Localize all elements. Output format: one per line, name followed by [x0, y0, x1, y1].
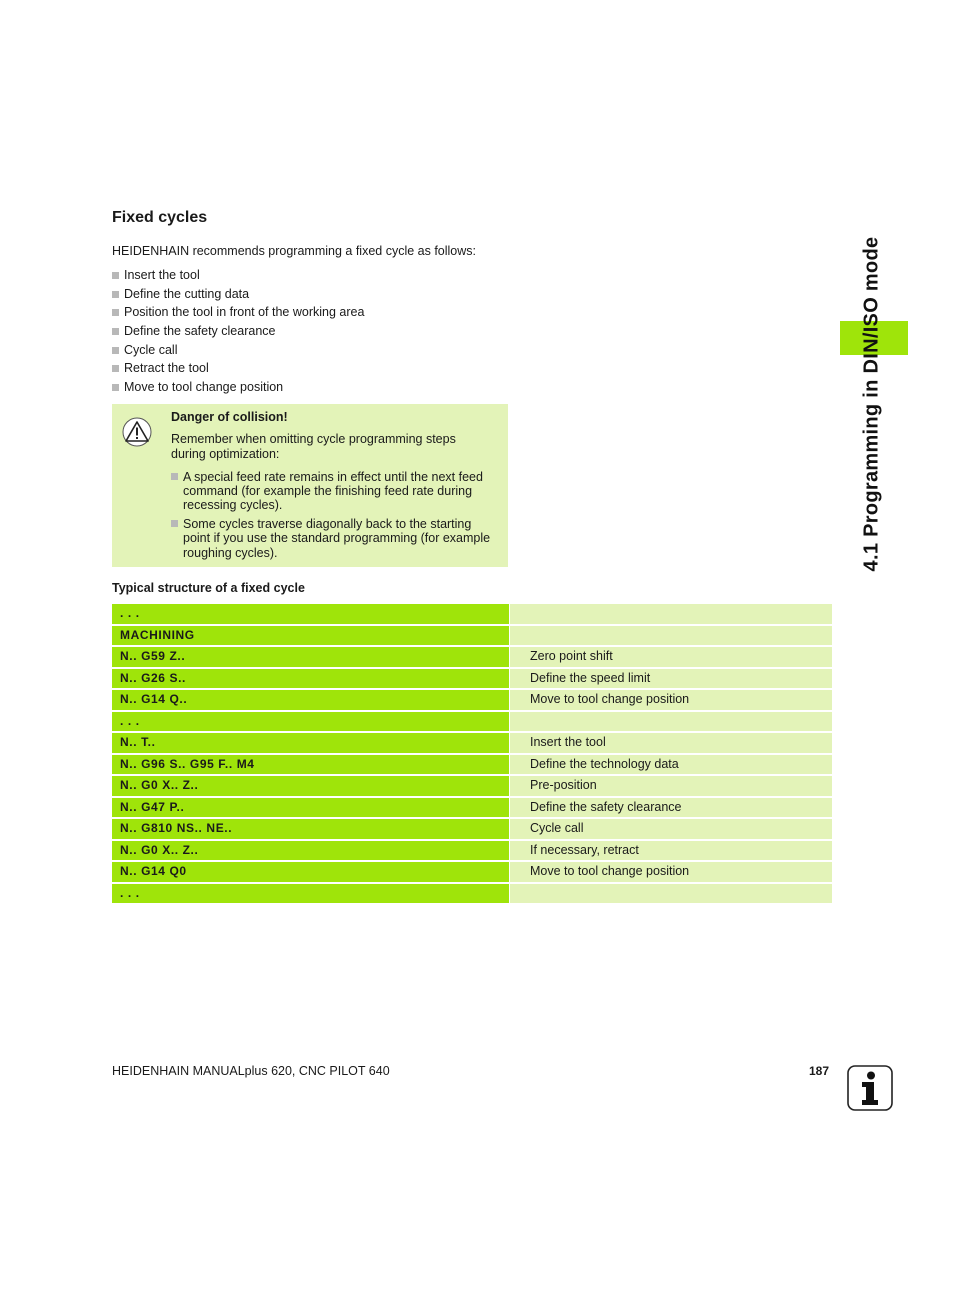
intro-text: HEIDENHAIN recommends programming a fixed cycle as follows:	[112, 244, 477, 258]
code-cell: N.. G47 P..	[112, 798, 509, 818]
code-cell: N.. T..	[112, 733, 509, 753]
table-row	[112, 604, 832, 624]
fixed-cycle-table	[112, 604, 832, 905]
list-item: Retract the tool	[112, 359, 364, 378]
list-item: Move to tool change position	[112, 378, 364, 397]
table-row	[112, 647, 832, 667]
bullet-square-icon	[112, 272, 119, 279]
steps-list	[112, 266, 364, 397]
description-cell: Zero point shift	[510, 647, 832, 667]
info-icon	[847, 1065, 893, 1111]
description-cell: If necessary, retract	[510, 841, 832, 861]
table-row	[112, 712, 832, 732]
table-row	[112, 669, 832, 689]
code-cell: . . .	[112, 604, 509, 624]
table-row	[112, 733, 832, 753]
description-cell: Define the speed limit	[510, 669, 832, 689]
code-cell: . . .	[112, 712, 509, 732]
code-cell: MACHINING	[112, 626, 509, 646]
page-number: 187	[809, 1064, 830, 1078]
table-row	[112, 755, 832, 775]
list-item: Position the tool in front of the working area	[112, 303, 364, 322]
warning-text: Remember when omitting cycle programming steps during optimization:	[171, 432, 456, 461]
description-cell: Define the technology data	[510, 755, 832, 775]
table-row	[112, 690, 832, 710]
warning-list	[171, 470, 501, 564]
code-cell: N.. G14 Q0	[112, 862, 509, 882]
code-cell: . . .	[112, 884, 509, 904]
description-cell	[510, 626, 832, 646]
table-row	[112, 884, 832, 904]
bullet-square-icon	[112, 347, 119, 354]
description-cell: Move to tool change position	[510, 862, 832, 882]
description-cell: Move to tool change position	[510, 690, 832, 710]
table-row	[112, 862, 832, 882]
list-item: Define the cutting data	[112, 285, 364, 304]
code-cell: N.. G0 X.. Z..	[112, 841, 509, 861]
bullet-square-icon	[171, 520, 178, 527]
bullet-square-icon	[112, 328, 119, 335]
code-cell: N.. G96 S.. G95 F.. M4	[112, 755, 509, 775]
bullet-square-icon	[112, 365, 119, 372]
warning-triangle-icon	[121, 417, 153, 447]
chapter-title: 4.1 Programming in DIN/ISO mode	[860, 236, 883, 572]
bullet-square-icon	[112, 309, 119, 316]
code-cell: N.. G14 Q..	[112, 690, 509, 710]
list-item: Cycle call	[112, 341, 364, 360]
description-cell: Pre-position	[510, 776, 832, 796]
list-item: Insert the tool	[112, 266, 364, 285]
description-cell: Define the safety clearance	[510, 798, 832, 818]
footer-text: HEIDENHAIN MANUALplus 620, CNC PILOT 640	[112, 1064, 390, 1078]
section-title: Fixed cycles	[112, 209, 208, 226]
code-cell: N.. G0 X.. Z..	[112, 776, 509, 796]
list-item: Define the safety clearance	[112, 322, 364, 341]
description-cell: Cycle call	[510, 819, 832, 839]
description-cell: Insert the tool	[510, 733, 832, 753]
description-cell	[510, 604, 832, 624]
list-item: Some cycles traverse diagonally back to the starting point if you use the standard programming (for example roughing cycles).	[171, 517, 501, 560]
table-row	[112, 819, 832, 839]
code-cell: N.. G26 S..	[112, 669, 509, 689]
table-row	[112, 776, 832, 796]
table-row	[112, 798, 832, 818]
description-cell	[510, 884, 832, 904]
table-caption: Typical structure of a fixed cycle	[112, 581, 305, 595]
code-cell: N.. G59 Z..	[112, 647, 509, 667]
table-row	[112, 841, 832, 861]
bullet-square-icon	[171, 473, 178, 480]
warning-title: Danger of collision!	[171, 410, 288, 424]
bullet-square-icon	[112, 291, 119, 298]
bullet-square-icon	[112, 384, 119, 391]
description-cell	[510, 712, 832, 732]
collision-warning-box	[112, 404, 508, 567]
list-item: A special feed rate remains in effect until the next feed command (for example the finishing feed rate during recessing cycles).	[171, 470, 501, 513]
table-row	[112, 626, 832, 646]
code-cell: N.. G810 NS.. NE..	[112, 819, 509, 839]
